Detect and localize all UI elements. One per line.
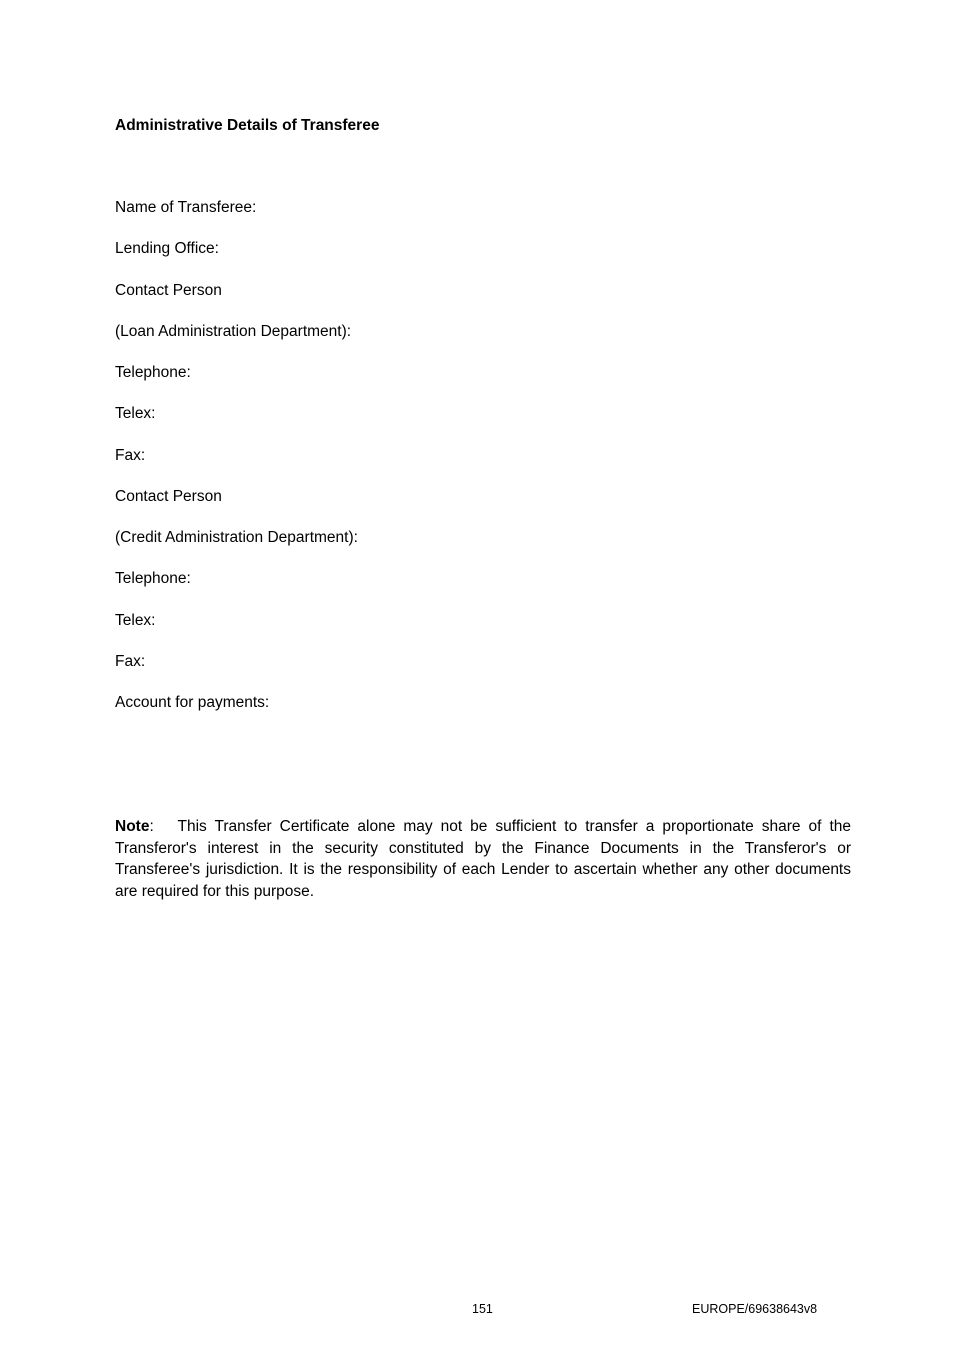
field-telephone-credit: Telephone:	[115, 570, 191, 588]
field-account-for-payments: Account for payments:	[115, 694, 270, 711]
field-credit-administration-department: (Credit Administration Department):	[115, 529, 358, 546]
note-separator: :	[149, 818, 154, 835]
footer-document-reference: EUROPE/69638643v8	[692, 1302, 818, 1316]
page-heading: Administrative Details of Transferee	[115, 117, 380, 134]
field-telex-credit: Telex:	[115, 611, 156, 629]
footer-page-number: 151	[472, 1302, 493, 1316]
field-lending-office: Lending Office:	[115, 240, 219, 258]
field-contact-person-loan: Contact Person	[115, 281, 222, 299]
transferee-field-list	[115, 198, 358, 734]
note-label: Note	[115, 818, 150, 835]
field-telex-loan: Telex:	[115, 405, 156, 423]
note-text: This Transfer Certificate alone may not be sufficient to transfer a proportionate share of the Transferor's interest in the security constituted by the Finance Documents in the Transferor's or Transferee's jurisdiction. It is the responsibility of each Lender to ascertain whether any other documents are required for this purpose.	[115, 818, 852, 901]
field-fax-loan: Fax:	[115, 446, 146, 464]
field-loan-administration-department: (Loan Administration Department):	[115, 322, 352, 340]
note-paragraph	[115, 816, 851, 903]
field-name-of-transferee: Name of Transferee:	[115, 199, 257, 216]
field-telephone-loan: Telephone:	[115, 364, 191, 381]
field-fax-credit: Fax:	[115, 652, 146, 670]
field-contact-person-credit: Contact Person	[115, 487, 222, 505]
